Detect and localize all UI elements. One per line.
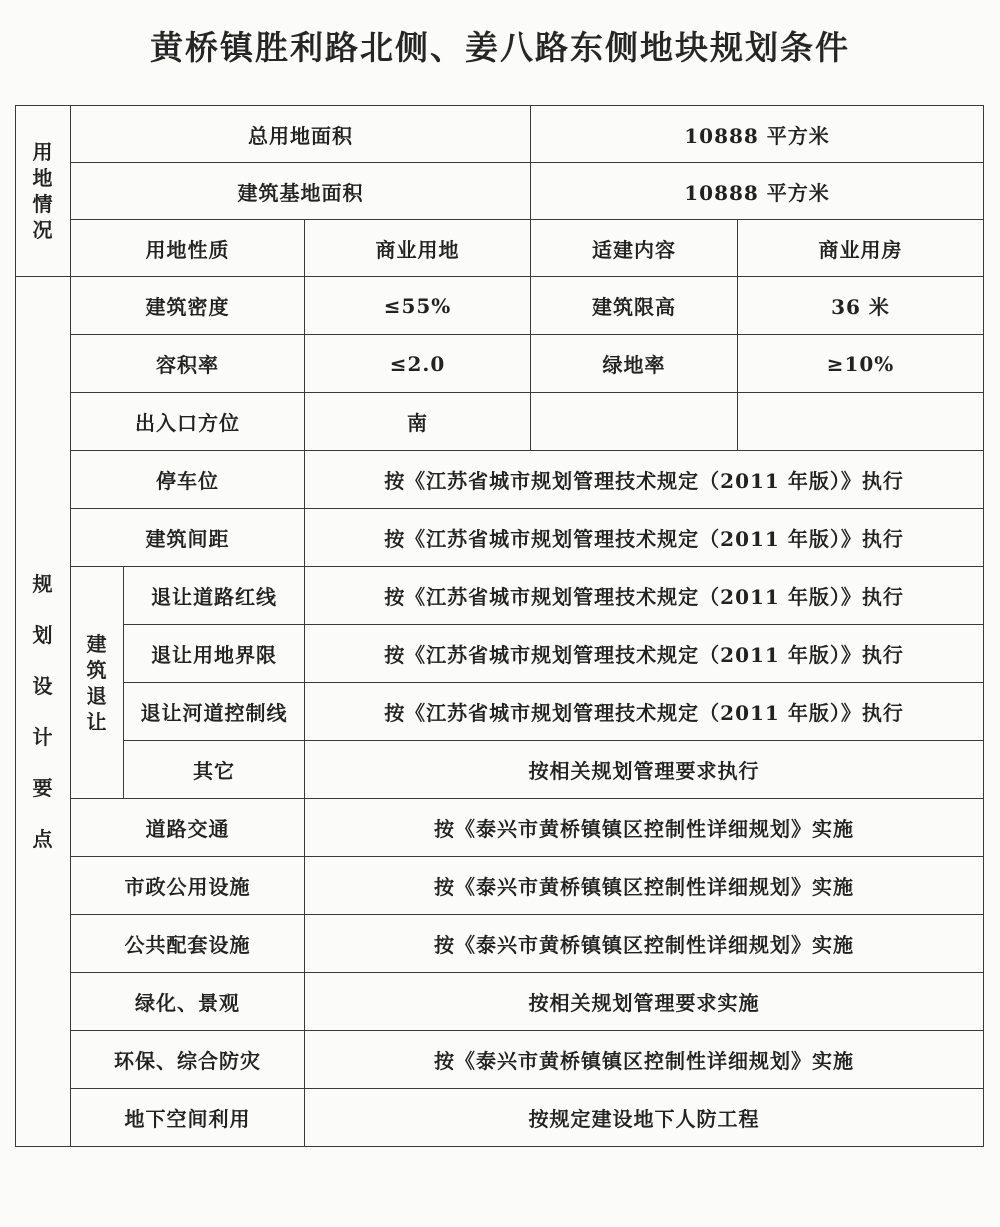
total-area-label: 总用地面积: [71, 106, 531, 163]
suitable-content-value: 商业用房: [738, 220, 984, 277]
public-facilities-value: 按《泰兴市黄桥镇镇区控制性详细规划》实施: [305, 915, 984, 973]
parking-label: 停车位: [71, 451, 305, 509]
green-ratio-label: 绿地率: [531, 335, 738, 393]
table-row: [16, 915, 984, 973]
table-row: [16, 163, 984, 220]
page-title: 黄桥镇胜利路北侧、姜八路东侧地块规划条件: [150, 28, 850, 67]
setback-river-label: 退让河道控制线: [124, 683, 305, 741]
parking-value: 按《江苏省城市规划管理技术规定（2011 年版）》执行: [305, 451, 984, 509]
table-row: [16, 567, 984, 625]
disaster-prevention-label: 环保、综合防灾: [71, 1031, 305, 1089]
entrance-direction-value: 南: [305, 393, 531, 451]
height-limit-value: 36 米: [738, 277, 984, 335]
setback-river-value: 按《江苏省城市规划管理技术规定（2011 年版）》执行: [305, 683, 984, 741]
setback-boundary-value: 按《江苏省城市规划管理技术规定（2011 年版）》执行: [305, 625, 984, 683]
land-nature-label: 用地性质: [71, 220, 305, 277]
floor-area-ratio-label: 容积率: [71, 335, 305, 393]
building-spacing-value: 按《江苏省城市规划管理技术规定（2011 年版）》执行: [305, 509, 984, 567]
public-facilities-label: 公共配套设施: [71, 915, 305, 973]
floor-area-ratio-value: ≤2.0: [305, 335, 531, 393]
building-density-label: 建筑密度: [71, 277, 305, 335]
land-nature-value: 商业用地: [305, 220, 531, 277]
landscape-label: 绿化、景观: [71, 973, 305, 1031]
table-row: [16, 335, 984, 393]
table-row: [16, 509, 984, 567]
underground-space-label: 地下空间利用: [71, 1089, 305, 1147]
municipal-facilities-value: 按《泰兴市黄桥镇镇区控制性详细规划》实施: [305, 857, 984, 915]
empty-cell: [531, 393, 738, 451]
height-limit-label: 建筑限高: [531, 277, 738, 335]
setback-other-value: 按相关规划管理要求执行: [305, 741, 984, 799]
entrance-direction-label: 出入口方位: [71, 393, 305, 451]
setback-group-label: 建筑退让: [71, 567, 124, 799]
landscape-value: 按相关规划管理要求实施: [305, 973, 984, 1031]
planning-conditions-table: [15, 105, 984, 1147]
planning-group-label: 规划设计要点: [16, 277, 71, 1147]
setback-road-label: 退让道路红线: [124, 567, 305, 625]
road-traffic-value: 按《泰兴市黄桥镇镇区控制性详细规划》实施: [305, 799, 984, 857]
base-area-value: 10888 平方米: [531, 163, 984, 220]
disaster-prevention-value: 按《泰兴市黄桥镇镇区控制性详细规划》实施: [305, 1031, 984, 1089]
table-row: [16, 451, 984, 509]
table-row: [16, 799, 984, 857]
table-row: [16, 973, 984, 1031]
table-row: [16, 393, 984, 451]
suitable-content-label: 适建内容: [531, 220, 738, 277]
table-row: [16, 625, 984, 683]
total-area-value: 10888 平方米: [531, 106, 984, 163]
table-row: [16, 220, 984, 277]
table-row: [16, 1031, 984, 1089]
building-density-value: ≤55%: [305, 277, 531, 335]
setback-other-label: 其它: [124, 741, 305, 799]
table-row: [16, 277, 984, 335]
municipal-facilities-label: 市政公用设施: [71, 857, 305, 915]
underground-space-value: 按规定建设地下人防工程: [305, 1089, 984, 1147]
table-row: [16, 106, 984, 163]
setback-road-value: 按《江苏省城市规划管理技术规定（2011 年版）》执行: [305, 567, 984, 625]
building-spacing-label: 建筑间距: [71, 509, 305, 567]
table-row: [16, 857, 984, 915]
setback-boundary-label: 退让用地界限: [124, 625, 305, 683]
table-row: [16, 683, 984, 741]
road-traffic-label: 道路交通: [71, 799, 305, 857]
green-ratio-value: ≥10%: [738, 335, 984, 393]
land-group-label: 用地情况: [16, 106, 71, 277]
base-area-label: 建筑基地面积: [71, 163, 531, 220]
table-row: [16, 741, 984, 799]
table-row: [16, 1089, 984, 1147]
empty-cell: [738, 393, 984, 451]
